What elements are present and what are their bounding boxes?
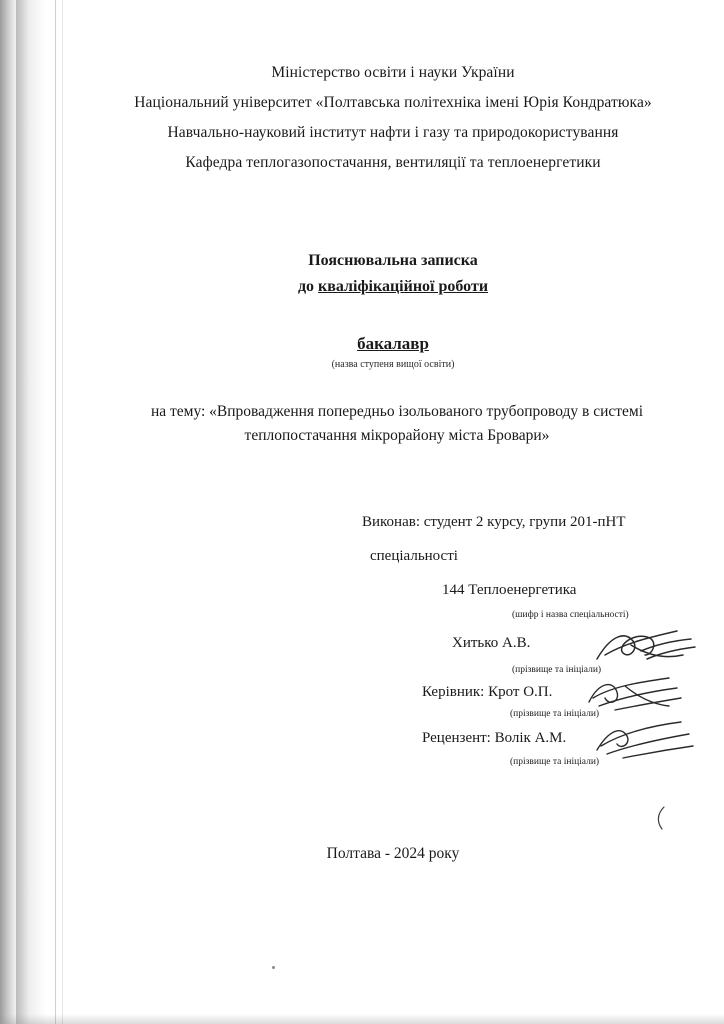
degree-value: бакалавр (357, 334, 429, 353)
reviewer-caption: (прізвище та ініціали) (510, 757, 600, 767)
scan-speck (272, 966, 275, 969)
degree-block (62, 332, 724, 374)
supervisor-caption: (прізвище та ініціали) (510, 709, 600, 719)
speciality-caption: (шифр і назва спеціальності) (512, 610, 629, 620)
binding-shadow (16, 0, 46, 1024)
page-bottom-shadow (0, 1014, 724, 1024)
footer-block (62, 845, 724, 863)
header-line-department: Кафедра теплогазопостачання, вентиляції та теплоенергетики (185, 154, 601, 171)
reviewer-name: Рецензент: Волік А.М. (422, 730, 567, 746)
page-content (62, 0, 724, 1024)
header-line-institute: Навчально-науковий інститут нафти і газу та природокористування (167, 124, 619, 141)
header-line-ministry: Міністерство освіти і науки України (271, 64, 515, 81)
theme-line-1: на тему: «Впровадження попередньо ізольованого трубопроводу в системі (150, 403, 644, 420)
page-edge-line (55, 0, 56, 1024)
theme-block (102, 400, 692, 448)
title-prefix: до (297, 278, 319, 295)
institution-header (62, 58, 724, 178)
performer-line: Виконав: студент 2 курсу, групи 201-пНТ (362, 514, 626, 530)
speciality-value: 144 Теплоенергетика (442, 582, 577, 598)
title-qualification-work (62, 274, 724, 300)
book-binding-gutter (0, 0, 16, 1024)
document-title (62, 248, 724, 300)
title-underlined-part: кваліфікаційної роботи (318, 278, 489, 295)
author-block (362, 505, 724, 769)
degree-caption: (назва ступеня вищої освіти) (331, 359, 455, 370)
speciality-label: спеціальності (370, 548, 458, 564)
supervisor-name: Керівник: Крот О.П. (422, 684, 553, 700)
title-explanatory-note: Пояснювальна записка (308, 252, 478, 269)
student-name: Хитько А.В. (452, 635, 531, 651)
place-and-year: Полтава - 2024 року (326, 845, 460, 862)
header-line-university: Національний університет «Полтавська політехніка імені Юрія Кондратюка» (134, 94, 652, 111)
theme-line-2: теплопостачання мікрорайону міста Бровари» (244, 427, 550, 444)
student-caption: (прізвище та ініціали) (512, 665, 602, 675)
